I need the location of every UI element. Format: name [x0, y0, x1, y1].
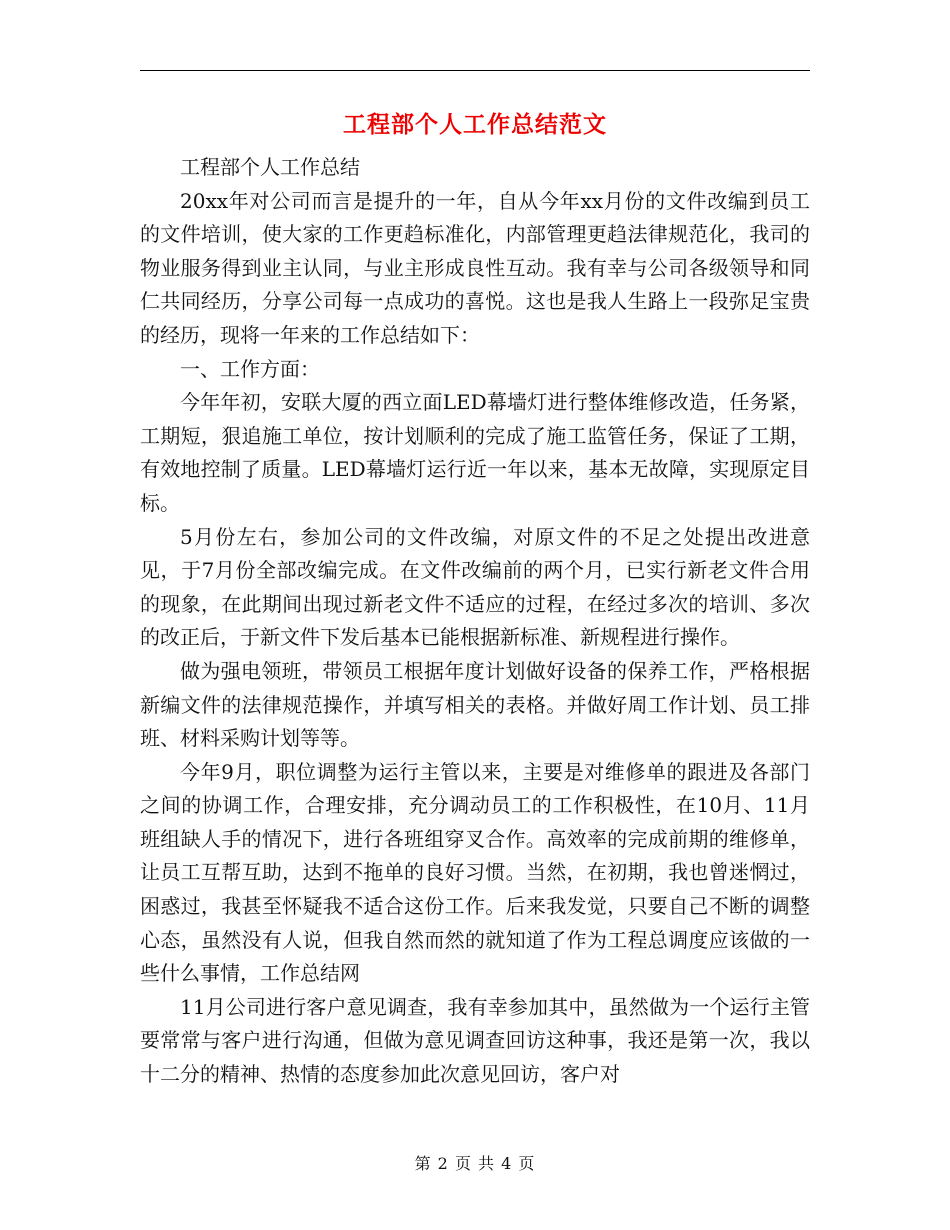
- paragraph-intro: 20xx年对公司而言是提升的一年，自从今年xx月份的文件改编到员工的文件培训，使大家的工作更趋标准化，内部管理更趋法律规范化，我司的物业服务得到业主认同，与业主形成良性互动。我有幸与公司各级领导和同仁共同经历，分享公司每一点成功的喜悦。这也是我人生路上一段弥足宝贵的经历，现将一年来的工作总结如下：: [140, 188, 810, 347]
- section-heading-work: 一、工作方面：: [180, 356, 320, 381]
- paragraph-led-project: 今年年初，安联大厦的西立面LED幕墙灯进行整体维修改造，任务紧，工期短，狠追施工单位，按计划顺利的完成了施工监管任务，保证了工期，有效地控制了质量。LED幕墙灯运行近一年以来，基本无故障，实现原定目标。: [140, 390, 810, 515]
- paragraph-document-revision: 5月份左右，参加公司的文件改编，对原文件的不足之处提出改进意见，于7月份全部改编完成。在文件改编前的两个月，已实行新老文件合用的现象，在此期间出现过新老文件不适应的过程，在经过多次的培训、多次的改正后，于新文件下发后基本已能根据新标准、新规程进行操作。: [140, 524, 810, 650]
- header-rule: [140, 70, 810, 71]
- paragraph-supervisor-role: 今年9月，职位调整为运行主管以来，主要是对维修单的跟进及各部门之间的协调工作，合理安排，充分调动员工的工作积极性，在10月、11月班组缺人手的情况下，进行各班组穿叉合作。高效率的完成前期的维修单，让员工互帮互助，达到不拖单的良好习惯。当然，在初期，我也曾迷惘过，困惑过，我甚至怀疑我不适合这份工作。后来我发觉，只要自己不断的调整心态，虽然没有人说，但我自然而然的就知道了作为工程总调度应该做的一些什么事情，工作总结网: [140, 759, 810, 986]
- paragraph-subtitle: 工程部个人工作总结: [180, 155, 360, 179]
- paragraph-foreman-duties: 做为强电领班，带领员工根据年度计划做好设备的保养工作，严格根据新编文件的法律规范操作，并填写相关的表格。并做好周工作计划、员工排班、材料采购计划等等。: [140, 658, 810, 751]
- page-number-footer: 第 2 页 共 4 页: [414, 1154, 536, 1173]
- document-body: [140, 151, 810, 1092]
- paragraph-customer-survey: 11月公司进行客户意见调查，我有幸参加其中，虽然做为一个运行主管要常常与客户进行沟通，但做为意见调查回访这种事，我还是第一次，我以十二分的精神、热情的态度参加此次意见回访，客户对: [140, 994, 810, 1087]
- document-title: 工程部个人工作总结范文: [343, 112, 607, 138]
